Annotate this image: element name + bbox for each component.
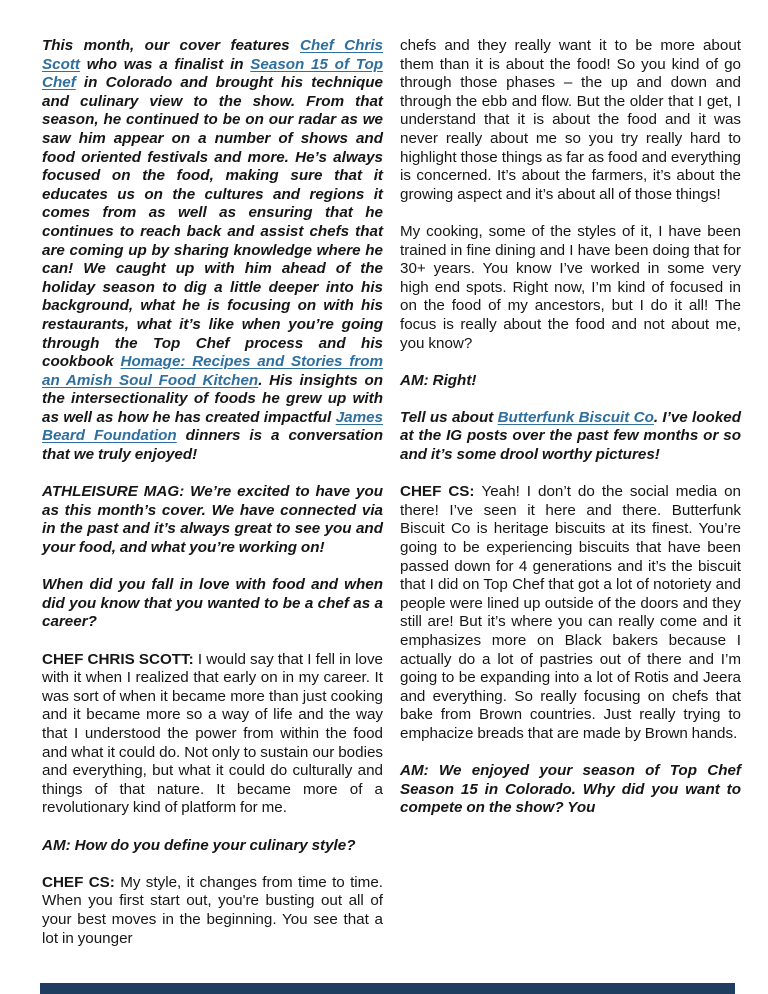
interviewer-question: [400, 409, 741, 465]
text-segment: dinners is a conversation that we truly enjoyed!: [42, 427, 383, 464]
footer-accent-bar: [40, 983, 735, 994]
interviewer-paragraph: [42, 483, 383, 557]
lead-paragraph: [42, 37, 383, 465]
text-segment: . I’ve looked at the IG posts over the past few months or so and it’s some drool worthy pictures!: [400, 408, 741, 464]
link-season-15-of-top-chef[interactable]: Season 15 of Top Chef: [42, 55, 383, 92]
answer-paragraph: [400, 223, 741, 353]
text-segment: who was a finalist in: [79, 55, 251, 73]
answer-continuation: [400, 37, 741, 204]
link-butterfunk-biscuit-co[interactable]: Butterfunk Biscuit Co: [497, 408, 654, 426]
text-segment: AM: We enjoyed your season of Top Chef Season 15 in Colorado. Why did you want to compete on the show? You: [400, 762, 741, 817]
text-segment: When did you fall in love with food and when did you know that you wanted to be a chef as a career?: [42, 576, 383, 631]
link-homage-cookbook[interactable]: Homage: Recipes and Stories from an Amish Soul Food Kitchen: [42, 353, 383, 389]
text-segment: This month, our cover features: [42, 37, 300, 54]
link-chef-chris-scott[interactable]: Chef Chris Scott: [42, 37, 383, 73]
text-segment: in Colorado and brought his technique and culinary view to the show. From that season, he continued to be on our radar as we saw him appear on a number of shows and food oriented festivals and more. He’s always focused on the food, making sure that it educates us on the cultures and regions it comes from as well as ensuring that he continues to reach back and assist chefs that are coming up by sharing knowledge where he can! We caught up with him ahead of the holiday season to dig a little deeper into his background, what he is focusing on with his restaurants, what it’s like when you’re going through the Top Chef process and his cookbook: [42, 74, 383, 371]
answer-paragraph: [42, 651, 383, 818]
article-column-left: [42, 37, 383, 994]
interviewer-question: [42, 576, 383, 632]
text-segment: Yeah! I don’t do the social media on there! I’ve seen it here and there. Butterfunk Biscuit Co is heritage biscuits at its finest. You’re going to be experiencing biscuits that have been passed down for 4 generations and it’s the biscuit that I did on Top Chef that got a lot of notoriety and people were lined up outside of the doors and they still are! But it’s where you can really come and it emphasizes more on Black bakers because I actually do a lot of pastries out of there and I’m going to be expanding into a lot of Rotis and Jeera and everything. So really focusing on chefs that bake from Brown countries. Just really trying to emphacize breads that are made by Brown hands.: [400, 483, 741, 742]
text-segment: ATHLEISURE MAG: We’re excited to have you as this month’s cover. We have connected via in the past and it’s always great to see you and your food, and what you’re working on!: [42, 483, 383, 557]
link-james-beard-foundation[interactable]: James Beard Foundation: [42, 408, 383, 445]
answer-paragraph: [400, 483, 741, 743]
interviewer-remark: [400, 372, 741, 391]
text-segment: Tell us about: [400, 408, 498, 426]
text-segment: AM: How do you define your culinary style?: [42, 836, 356, 854]
interviewer-question: [400, 762, 741, 818]
interviewer-question: [42, 837, 383, 856]
text-segment: CHEF CHRIS SCOTT:: [42, 650, 198, 668]
text-segment: My cooking, some of the styles of it, I have been trained in fine dining and I have been doing that for 30+ years. You know I’ve worked in some very high end spots. Right now, I’m kind of focused in on the food of my ancestors, but I do it all! The focus is really about the food and not about me, you know?: [400, 222, 741, 352]
text-segment: chefs and they really want it to be more about them than it is about the food! So you kind of go through those phases – the up and down and through the ebb and flow. But the older that I get, I understand that it is about the food and it was never really about me so you try really hard to highlight those things as far as food and everything is concerned. It’s about the farmers, it’s about the growing aspect and it’s about all of those things!: [400, 37, 741, 203]
text-segment: CHEF CS:: [400, 483, 482, 501]
text-segment: AM: Right!: [400, 371, 477, 389]
answer-paragraph: [42, 874, 383, 948]
text-segment: CHEF CS:: [42, 873, 121, 891]
text-segment: I would say that I fell in love with it when I realized that early on in my career. It was sort of when it became more than just cooking and it became more so a way of life and the way that I understood the power from within the food and what it could do. Not only to sustain our bodies and everything, but what it could do culturally and things of that nature. It became more of a revolutionary kind of platform for me.: [42, 650, 384, 817]
article-column-right: [400, 37, 741, 994]
text-segment: My style, it changes from time to time. When you first start out, you're busting out all of your best moves in the beginning. You see that a lot in younger: [42, 873, 383, 947]
text-segment: . His insights on the intersectionality of foods he grew up with as well as how he has created impactful: [42, 371, 383, 426]
